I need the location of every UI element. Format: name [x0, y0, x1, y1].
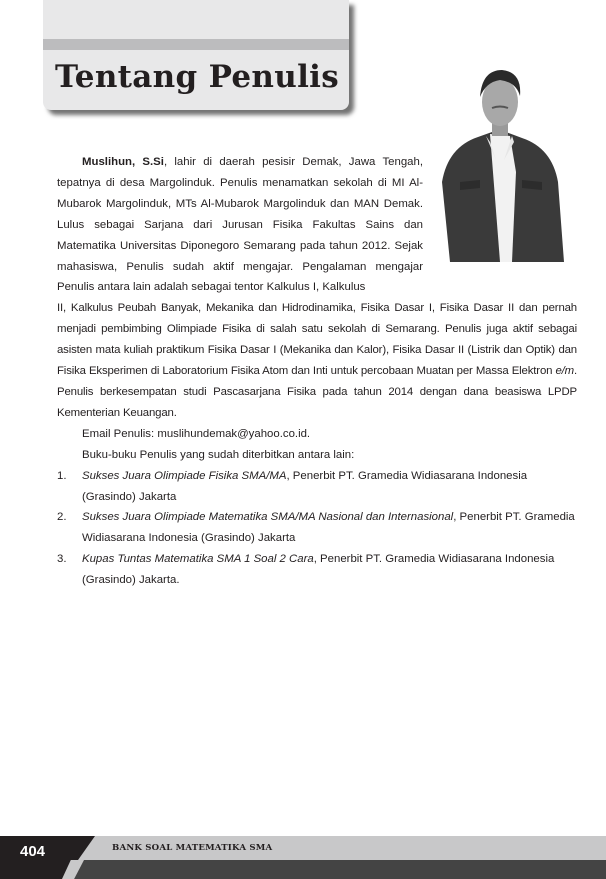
- bio-lead-paragraph: [57, 152, 423, 298]
- book-number: 2.: [57, 511, 67, 524]
- bio-cont-text-1: II, Kalkulus Peubah Banyak, Mekanika dan Hidrodinamika, Fisika Dasar I, Fisika Dasar II dan pernah menjadi pembimbing Olimpiade Fisika di salah satu sekolah di Semarang. Penulis juga aktif sebagai asisten mata kuliah praktikum Fisika Dasar I (Mekanika dan Kalor), Fisika Dasar II (Listrik dan Optik) dan Fisika Eksperimen di Laboratorium Fisika Atom dan Inti untuk percobaan Muatan per Massa Elektron: [57, 302, 577, 378]
- running-head: BANK SOAL MATEMATIKA SMA: [112, 843, 273, 853]
- bio-cont-text-2: . Penulis berkesempatan studi Pascasarjana Fisika pada tahun 2014 dengan dana beasiswa LPDP Kementerian Keuangan.: [57, 365, 577, 419]
- page-number: 404: [20, 843, 46, 860]
- books-intro: Buku-buku Penulis yang sudah diterbitkan antara lain:: [82, 448, 355, 461]
- book-number: 3.: [57, 553, 67, 566]
- bio-continued-paragraph: [57, 298, 577, 423]
- book-item: [57, 466, 577, 508]
- email-line: Email Penulis: muslihundemak@yahoo.co.id.: [82, 427, 311, 440]
- title-band: [43, 39, 349, 50]
- book-title: Sukses Juara Olimpiade Fisika SMA/MA: [82, 469, 287, 482]
- book-title: Sukses Juara Olimpiade Matematika SMA/MA Nasional dan Internasional: [82, 511, 454, 524]
- book-item: [57, 549, 577, 591]
- book-number: 1.: [57, 469, 67, 482]
- section-title-box: [43, 0, 349, 110]
- bio-cont-italic: e/m: [555, 365, 574, 378]
- book-title: Kupas Tuntas Matematika SMA 1 Soal 2 Cara: [82, 553, 314, 566]
- book-publisher: , Penerbit PT. Gramedia Widiasarana Indonesia (Grasindo) Jakarta: [82, 469, 528, 503]
- book-publisher: , Penerbit PT. Gramedia Widiasarana Indonesia (Grasindo) Jakarta: [82, 511, 575, 545]
- bio-lead-text: , lahir di daerah pesisir Demak, Jawa Tengah, tepatnya di desa Margolinduk. Penulis menamatkan sekolah di MI Al-Mubarok Margolinduk, MTs Al-Mubarok Margolinduk dan MAN Demak. Lulus sebagai Sarjana dari Jurusan Fisika Fakultas Sains dan Matematika Universitas Diponegoro Semarang pada tahun 2012. Sejak mahasiswa, Penulis sudah aktif mengajar. Pengalaman mengajar Penulis antara lain adalah sebagai tentor Kalkulus I, Kalkulus: [57, 156, 423, 294]
- author-name: Muslihun, S.Si: [82, 156, 164, 168]
- bio-text: [57, 152, 577, 591]
- book-publisher: , Penerbit PT. Gramedia Widiasarana Indonesia (Grasindo) Jakarta.: [82, 553, 555, 587]
- page-title: Tentang Penulis: [55, 59, 339, 95]
- book-item: [57, 507, 577, 549]
- footer-band-dark: [0, 860, 606, 879]
